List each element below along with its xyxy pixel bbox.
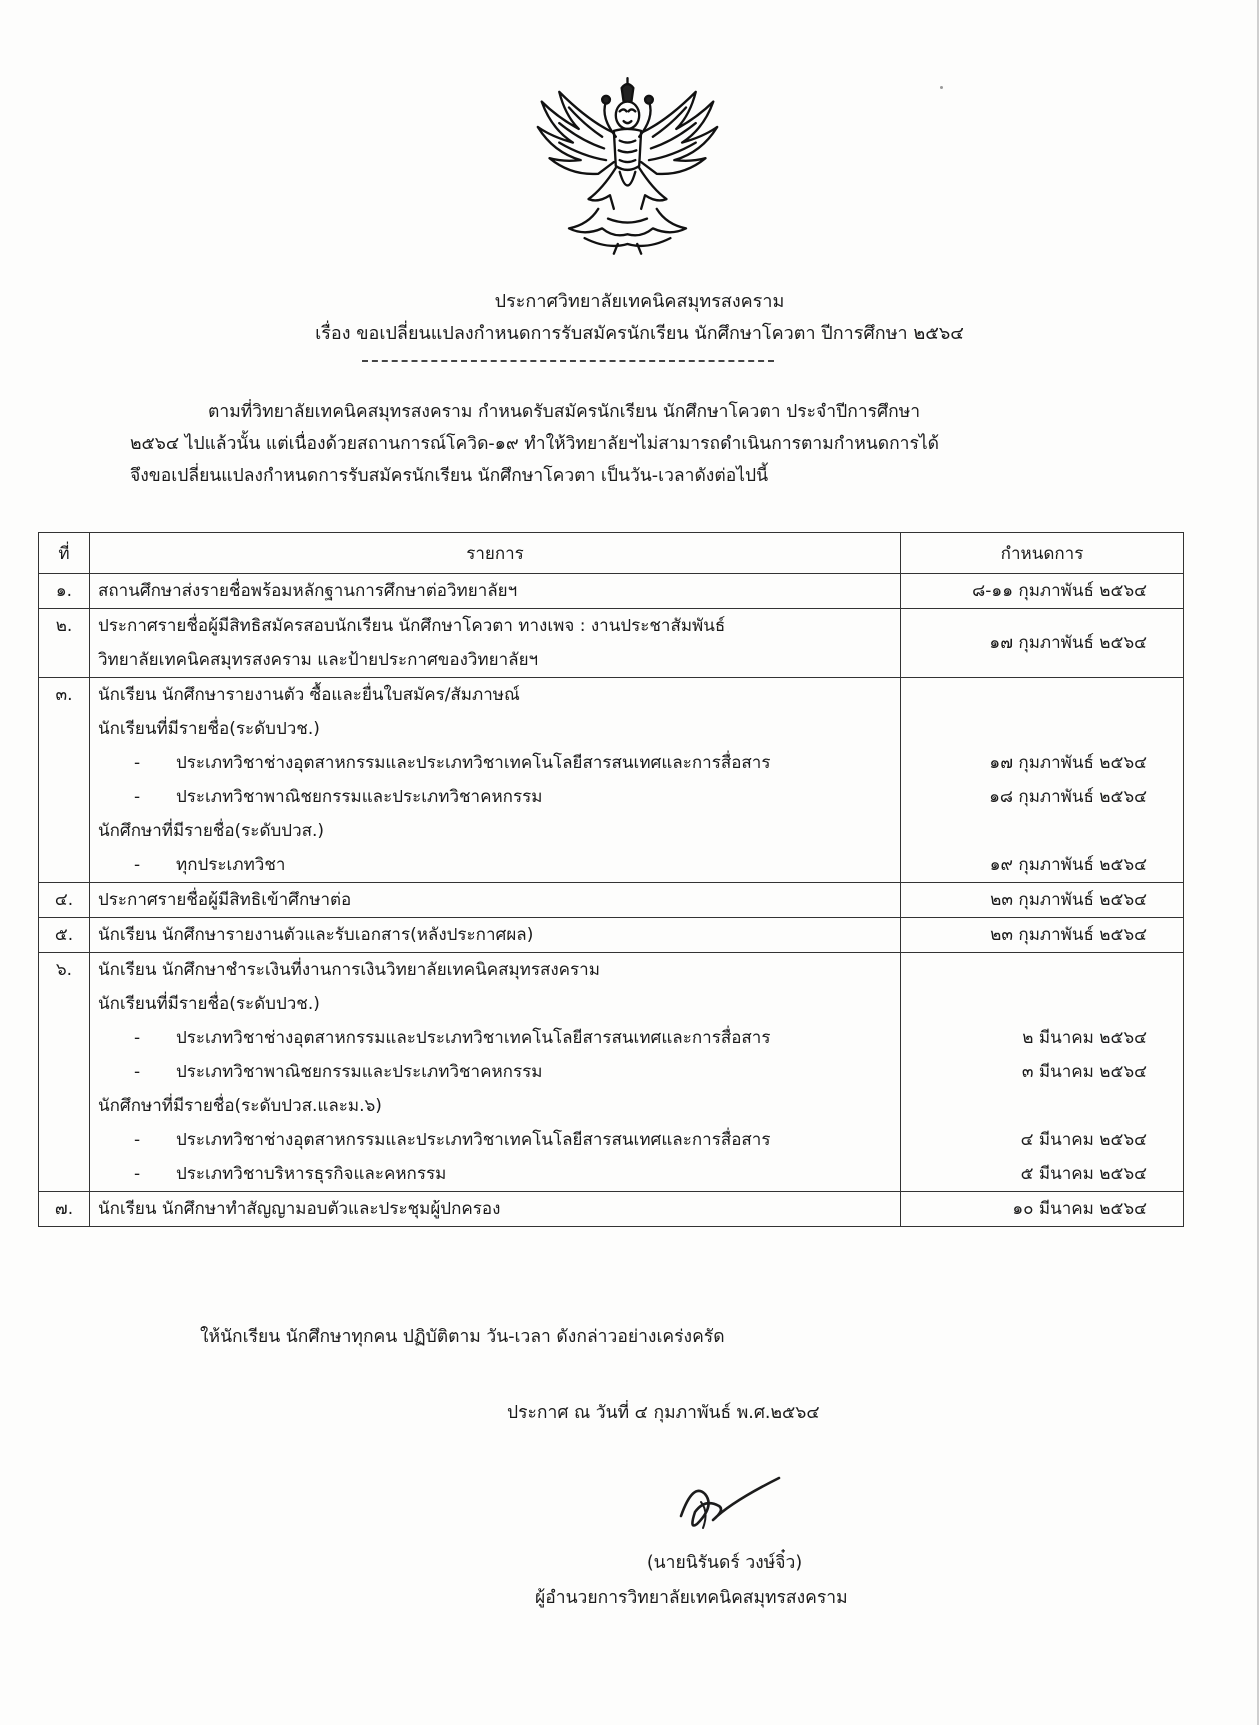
dash-bullet: - [134,1130,141,1150]
sub-item-text: ทุกประเภทวิชา [176,855,286,875]
sub-item-text: ประเภทวิชาพาณิชยกรรมและประเภทวิชาคหกรรม [176,1062,543,1082]
row-date: ๒๓ กุมภาพันธ์ ๒๕๖๔ [990,925,1147,945]
sub-item-text: ประเภทวิชาช่างอุตสาหกรรมและประเภทวิชาเทคโนโลยีสารสนเทศและการสื่อสาร [176,1028,771,1048]
table-row [39,1192,1184,1227]
row-number: ๕. [54,925,74,945]
row-item-text: ประกาศรายชื่อผู้มีสิทธิสมัครสอบนักเรียน นักศึกษาโควตา ทางเพจ : งานประชาสัมพันธ์ [98,616,726,636]
col-header-date: กำหนดการ [901,533,1184,574]
row-date: ๘-๑๑ กุมภาพันธ์ ๒๕๖๔ [972,581,1147,601]
dashed-divider [362,360,774,362]
row-date: ๕ มีนาคม ๒๕๖๔ [1020,1164,1147,1184]
row-number: ๑. [55,581,73,601]
table-row [39,678,1184,883]
row-date: ๑๗ กุมภาพันธ์ ๒๕๖๔ [989,633,1147,653]
row-date: ๑๐ มีนาคม ๒๕๖๔ [1012,1199,1147,1219]
row-item-text: นักเรียน นักศึกษารายงานตัวและรับเอกสาร(หลังประกาศผล) [98,925,534,945]
col-header-no: ที่ [39,533,90,574]
announcement-subject: เรื่อง ขอเปลี่ยนแปลงกำหนดการรับสมัครนักเรียน นักศึกษาโควตา ปีการศึกษา ๒๕๖๔ [315,323,964,344]
row-number: ๓. [55,685,73,705]
garuda-emblem [530,70,725,260]
dash-bullet: - [134,1028,141,1048]
intro-line: ตามที่วิทยาลัยเทคนิคสมุทรสงคราม กำหนดรับสมัครนักเรียน นักศึกษาโควตา ประจำปีการศึกษา [208,402,921,422]
row-sub-item [98,848,892,882]
sub-item-text: ประเภทวิชาช่างอุตสาหกรรมและประเภทวิชาเทคโนโลยีสารสนเทศและการสื่อสาร [176,753,771,773]
sub-item-text: ประเภทวิชาบริหารธุรกิจและคหกรรม [176,1164,447,1184]
intro-line: ๒๕๖๔ ไปแล้วนั้น แต่เนื่องด้วยสถานการณ์โควิด-๑๙ ทำให้วิทยาลัยฯไม่สามารถดำเนินการตามกำหนดการได้ [130,434,940,454]
table-row [39,918,1184,953]
row-date: ๒ มีนาคม ๒๕๖๔ [1022,1028,1147,1048]
dash-bullet: - [134,753,141,773]
dash-bullet: - [134,787,141,807]
row-number: ๒. [55,616,73,636]
intro-paragraph [130,396,1080,492]
sub-item-text: ประเภทวิชาช่างอุตสาหกรรมและประเภทวิชาเทคโนโลยีสารสนเทศและการสื่อสาร [176,1130,771,1150]
row-item-text: วิทยาลัยเทคนิคสมุทรสงคราม และป้ายประกาศของวิทยาลัยฯ [98,650,539,670]
row-date: ๒๓ กุมภาพันธ์ ๒๕๖๔ [990,890,1147,910]
scan-speck [940,86,943,89]
row-item-text: นักเรียน นักศึกษาทำสัญญามอบตัวและประชุมผู้ปกครอง [98,1199,501,1219]
instruction-text: ให้นักเรียน นักศึกษาทุกคน ปฏิบัติตาม วัน-เวลา ดังกล่าวอย่างเคร่งครัด [200,1327,725,1347]
row-sub-item [98,1055,892,1089]
signer-name-wrap [0,1548,1259,1578]
row-sub-item [98,780,892,814]
row-number: ๖. [55,960,73,980]
signer-position: ผู้อำนวยการวิทยาลัยเทคนิคสมุทรสงคราม [535,1588,848,1608]
signer-name: (นายนิรันดร์ วงษ์จิ๋ว) [646,1553,803,1573]
row-group-label: นักเรียนที่มีรายชื่อ(ระดับปวช.) [98,994,320,1014]
row-date: ๓ มีนาคม ๒๕๖๔ [1021,1062,1147,1082]
dash-bullet: - [134,1062,141,1082]
signature-mark [675,1472,785,1534]
row-group-label: นักศึกษาที่มีรายชื่อ(ระดับปวส.) [98,821,325,841]
row-group-label: นักศึกษาที่มีรายชื่อ(ระดับปวส.และม.๖) [98,1096,382,1116]
row-sub-item [98,746,892,780]
row-item-text: สถานศึกษาส่งรายชื่อพร้อมหลักฐานการศึกษาต่อวิทยาลัยฯ [98,581,518,601]
dash-bullet: - [134,1164,141,1184]
row-item-text: นักเรียน นักศึกษาชำระเงินที่งานการเงินวิทยาลัยเทคนิคสมุทรสงคราม [98,960,600,980]
row-item-text: ประกาศรายชื่อผู้มีสิทธิเข้าศึกษาต่อ [98,890,352,910]
row-date: ๑๘ กุมภาพันธ์ ๒๕๖๔ [989,787,1147,807]
table-row [39,883,1184,918]
row-date: ๑๗ กุมภาพันธ์ ๒๕๖๔ [989,753,1147,773]
row-sub-item [98,1123,892,1157]
row-sub-item [98,1157,892,1191]
table-header-row [39,533,1184,574]
schedule-table [38,532,1184,1227]
row-date: ๑๙ กุมภาพันธ์ ๒๕๖๔ [989,855,1147,875]
table-row [39,574,1184,609]
table-row [39,953,1184,1192]
row-date: ๔ มีนาคม ๒๕๖๔ [1020,1130,1147,1150]
row-number: ๗. [54,1199,74,1219]
announcement-title: ประกาศวิทยาลัยเทคนิคสมุทรสงคราม [494,291,785,312]
row-number: ๔. [54,890,74,910]
intro-line: จึงขอเปลี่ยนแปลงกำหนดการรับสมัครนักเรียน นักศึกษาโควตา เป็นวัน-เวลาดังต่อไปนี้ [130,466,769,486]
row-group-label: นักเรียนที่มีรายชื่อ(ระดับปวช.) [98,719,320,739]
announce-date: ประกาศ ณ วันที่ ๔ กุมภาพันธ์ พ.ศ.๒๕๖๔ [507,1403,820,1423]
table-row [39,609,1184,678]
col-header-item: รายการ [90,533,901,574]
dash-bullet: - [134,855,141,875]
row-sub-item [98,1021,892,1055]
sub-item-text: ประเภทวิชาพาณิชยกรรมและประเภทวิชาคหกรรม [176,787,543,807]
row-item-text: นักเรียน นักศึกษารายงานตัว ซื้อและยื่นใบสมัคร/สัมภาษณ์ [98,685,520,705]
